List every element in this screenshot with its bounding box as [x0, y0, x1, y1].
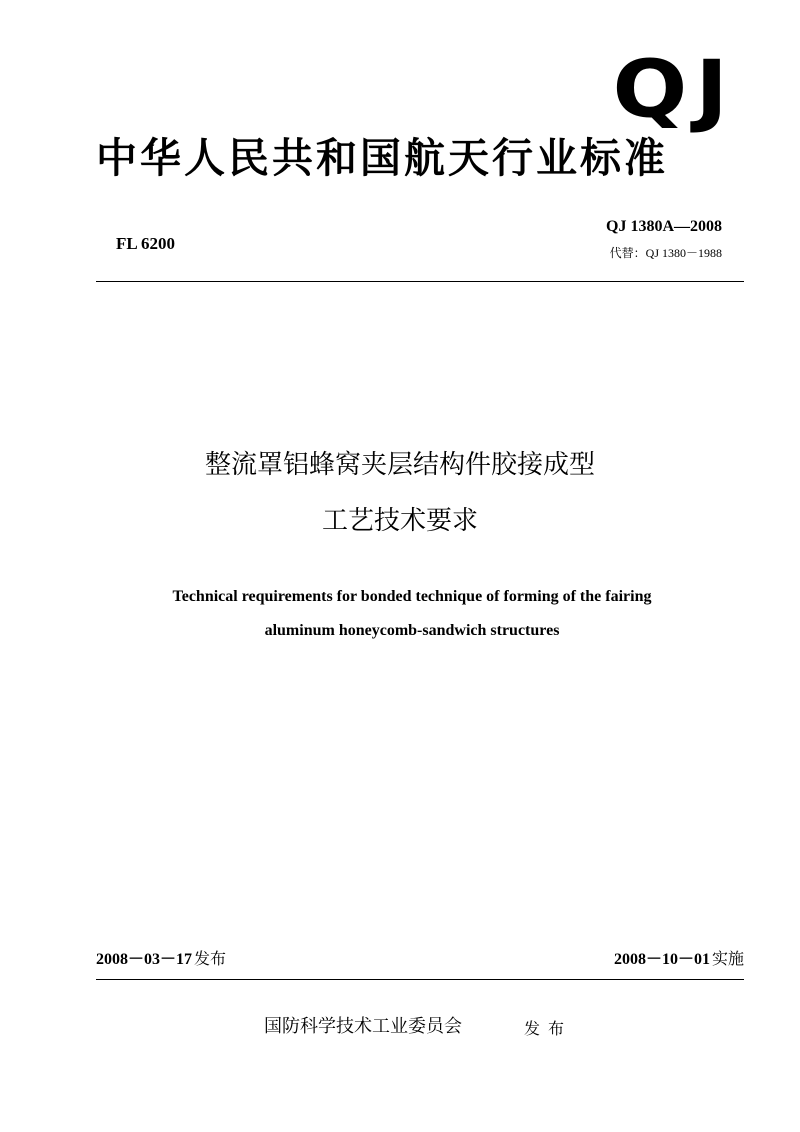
top-divider	[96, 281, 744, 282]
issue-date-value: 2008－03－17	[96, 951, 193, 968]
standard-number: QJ 1380A—2008	[606, 218, 722, 235]
implementation-date-value: 2008－10－01	[613, 951, 710, 968]
implementation-date	[614, 946, 744, 969]
publisher: 国防科学技术工业委员会	[264, 1016, 462, 1037]
replaces-label: 代替：	[609, 246, 646, 260]
publish-word: 发布	[524, 1019, 573, 1038]
implementation-label: 实施	[711, 949, 744, 968]
bottom-divider	[96, 979, 744, 980]
chinese-title-line-2: 工艺技术要求	[321, 506, 478, 536]
chinese-title-line-1: 整流罩铝蜂窝夹层结构件胶接成型	[204, 450, 595, 480]
issue-date	[96, 946, 226, 969]
english-title-line-1: Technical requirements for bonded technique of forming of the fairing	[172, 588, 652, 605]
classification-code: FL 6200	[116, 234, 176, 253]
replaces-number: QJ 1380－1988	[645, 246, 722, 260]
issue-label: 发布	[194, 949, 227, 968]
replaces-line	[610, 244, 722, 261]
standard-name: 中华人民共和国航天行业标准	[96, 134, 668, 182]
qj-logo: QJ	[612, 42, 736, 136]
english-title-line-2: aluminum honeycomb-sandwich structures	[264, 622, 560, 639]
